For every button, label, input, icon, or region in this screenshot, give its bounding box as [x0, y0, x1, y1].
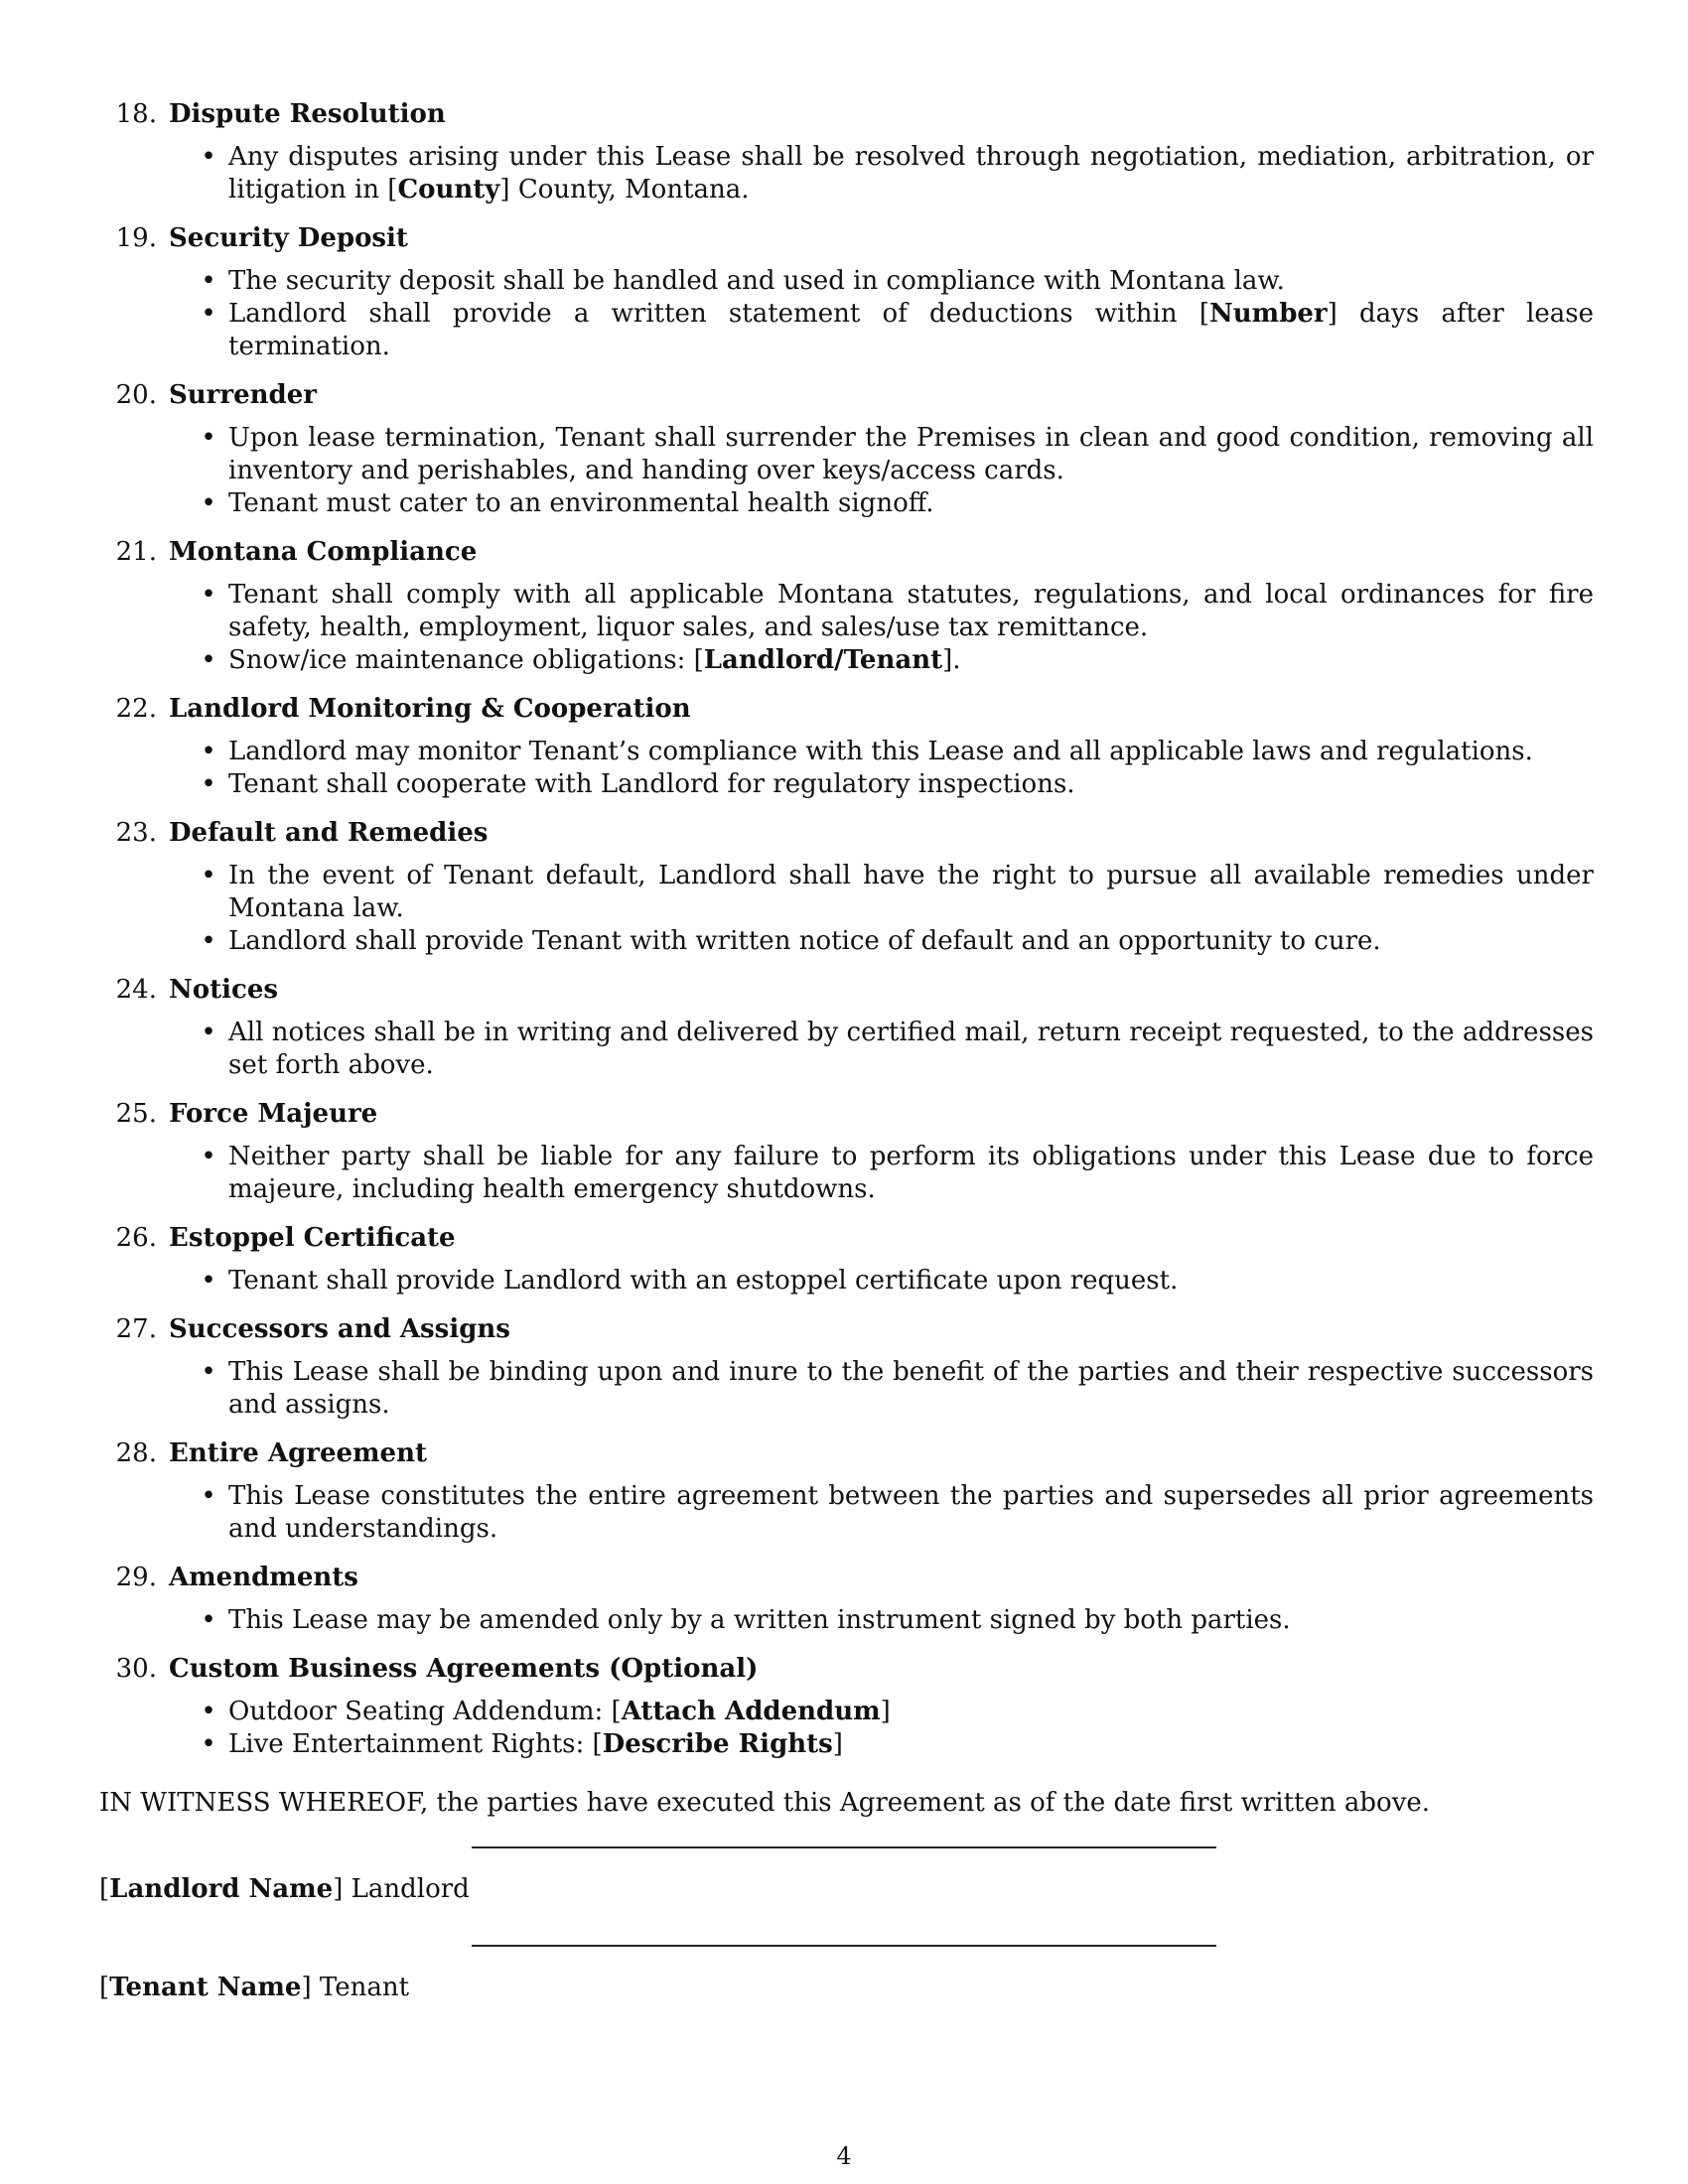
section-number: 25. [115, 1099, 157, 1129]
bullet-icon: • [201, 1729, 216, 1759]
tenant-bracket-open: [ [99, 1973, 110, 2002]
section-heading [99, 379, 1594, 412]
section-heading [99, 817, 1594, 850]
bullet-text: ]. [942, 645, 961, 675]
bullet-list [99, 860, 1594, 958]
tenant-name-placeholder: Tenant Name [109, 1973, 302, 2002]
tenant-signature-block [99, 1972, 409, 2004]
bullet-item [99, 644, 1594, 677]
bullet-icon: • [201, 266, 216, 296]
bullet-item [99, 1728, 1594, 1761]
bullet-text: ] [832, 1729, 843, 1759]
section-number: 29. [115, 1563, 157, 1592]
placeholder-field: Attach Addendum [621, 1697, 881, 1726]
bullet-text: Tenant must cater to an environmental health signoff. [228, 488, 934, 518]
bullet-icon: • [201, 737, 216, 766]
section-heading [99, 98, 1594, 131]
section-title: Force Majeure [169, 1099, 378, 1129]
landlord-bracket-close: ] [333, 1874, 344, 1904]
bullet-text: Tenant shall provide Landlord with an estoppel certificate upon request. [228, 1266, 1179, 1296]
section-heading [99, 693, 1594, 726]
bullet-list [99, 1696, 1594, 1761]
bullet-list [99, 1356, 1594, 1422]
section-18 [99, 98, 1594, 222]
lease-document-body [99, 98, 1594, 1820]
section-number: 22. [115, 694, 157, 724]
section-title: Security Deposit [169, 223, 408, 253]
section-21 [99, 536, 1594, 693]
section-number: 20. [115, 380, 157, 410]
bullet-icon: • [201, 1018, 216, 1047]
section-24 [99, 974, 1594, 1098]
bullet-icon: • [201, 580, 216, 610]
section-title: Dispute Resolution [169, 99, 446, 129]
section-number: 26. [115, 1223, 157, 1253]
section-heading [99, 1653, 1594, 1686]
bullet-text: Outdoor Seating Addendum: [ [228, 1697, 622, 1726]
landlord-name-placeholder: Landlord Name [109, 1874, 334, 1904]
bullet-item [99, 265, 1594, 298]
bullet-icon: • [201, 926, 216, 956]
tenant-signature-line [472, 1945, 1216, 1947]
bullet-text: Any disputes arising under this Lease shall be resolved through negotiation, mediation, arbitration, or litigation in [ [228, 142, 1594, 205]
bullet-text: This Lease shall be binding upon and inure to the benefit of the parties and their respective successors and assigns. [228, 1357, 1594, 1420]
bullet-text: Landlord may monitor Tenant’s compliance with this Lease and all applicable laws and regulations. [228, 737, 1533, 766]
section-number: 24. [115, 975, 157, 1005]
bullet-text: Tenant shall comply with all applicable Montana statutes, regulations, and local ordinances for fire safety, health, employment, liquor sales, and sales/use tax remittance. [228, 580, 1594, 642]
section-title: Montana Compliance [169, 537, 478, 567]
bullet-icon: • [201, 1605, 216, 1635]
bullet-item [99, 1265, 1594, 1297]
section-title: Estoppel Certificate [169, 1223, 456, 1253]
bullet-item [99, 860, 1594, 925]
section-title: Amendments [169, 1563, 358, 1592]
page-number: 4 [836, 2142, 852, 2170]
bullet-icon: • [201, 142, 216, 172]
section-25 [99, 1098, 1594, 1222]
section-number: 18. [115, 99, 157, 129]
section-heading [99, 1562, 1594, 1594]
bullet-icon: • [201, 1481, 216, 1511]
bullet-icon: • [201, 488, 216, 518]
bullet-icon: • [201, 1142, 216, 1171]
bullet-item [99, 422, 1594, 487]
bullet-text: Live Entertainment Rights: [ [228, 1729, 603, 1759]
bullet-item [99, 736, 1594, 768]
section-heading [99, 222, 1594, 255]
bullet-list [99, 736, 1594, 801]
landlord-role-label: Landlord [343, 1874, 470, 1904]
bullet-text: In the event of Tenant default, Landlord shall have the right to pursue all available remedies under Montana law. [228, 861, 1594, 923]
placeholder-field: Number [1209, 299, 1328, 329]
section-number: 28. [115, 1438, 157, 1468]
section-27 [99, 1313, 1594, 1437]
bullet-icon: • [201, 299, 216, 329]
bullet-text: The security deposit shall be handled and used in compliance with Montana law. [228, 266, 1285, 296]
bullet-list [99, 1480, 1594, 1546]
section-title: Landlord Monitoring & Cooperation [169, 694, 691, 724]
section-26 [99, 1222, 1594, 1313]
bullet-item [99, 925, 1594, 958]
bullet-item [99, 141, 1594, 206]
section-heading [99, 536, 1594, 569]
section-title: Notices [169, 975, 279, 1005]
witness-clause: IN WITNESS WHEREOF, the parties have executed this Agreement as of the date first written above. [99, 1788, 1431, 1818]
section-22 [99, 693, 1594, 817]
bullet-icon: • [201, 769, 216, 799]
bullet-item [99, 1604, 1594, 1637]
section-number: 30. [115, 1654, 157, 1684]
section-heading [99, 1437, 1594, 1470]
bullet-text: Upon lease termination, Tenant shall surrender the Premises in clean and good condition, removing all inventory and perishables, and handing over keys/access cards. [228, 423, 1594, 485]
bullet-text: Landlord shall provide Tenant with written notice of default and an opportunity to cure. [228, 926, 1381, 956]
bullet-item [99, 579, 1594, 644]
landlord-signature-line [472, 1846, 1216, 1848]
bullet-list [99, 1604, 1594, 1637]
tenant-bracket-close: ] [301, 1973, 312, 2002]
bullet-icon: • [201, 645, 216, 675]
bullet-text: All notices shall be in writing and delivered by certified mail, return receipt requested, to the addresses set forth above. [228, 1018, 1594, 1080]
bullet-text: This Lease may be amended only by a written instrument signed by both parties. [228, 1605, 1291, 1635]
placeholder-field: Landlord/Tenant [703, 645, 943, 675]
section-heading [99, 1098, 1594, 1131]
section-23 [99, 817, 1594, 974]
bullet-text: Tenant shall cooperate with Landlord for regulatory inspections. [228, 769, 1075, 799]
landlord-signature-block [99, 1873, 470, 1906]
section-28 [99, 1437, 1594, 1562]
bullet-item [99, 1141, 1594, 1206]
bullet-text: Landlord shall provide a written statement of deductions within [ [228, 299, 1210, 329]
bullet-text: ] days after lease termination. [228, 299, 1594, 361]
bullet-text: ] [880, 1697, 891, 1726]
section-title: Surrender [169, 380, 317, 410]
bullet-list [99, 1265, 1594, 1297]
section-title: Entire Agreement [169, 1438, 427, 1468]
bullet-icon: • [201, 1697, 216, 1726]
bullet-text: Snow/ice maintenance obligations: [ [228, 645, 704, 675]
section-20 [99, 379, 1594, 536]
section-title: Custom Business Agreements (Optional) [169, 1654, 759, 1684]
bullet-text: ] County, Montana. [499, 175, 750, 205]
bullet-icon: • [201, 1357, 216, 1387]
bullet-icon: • [201, 423, 216, 453]
bullet-list [99, 265, 1594, 363]
bullet-list [99, 422, 1594, 520]
section-heading [99, 1313, 1594, 1346]
bullet-list [99, 1141, 1594, 1206]
bullet-icon: • [201, 861, 216, 890]
section-title: Successors and Assigns [169, 1314, 510, 1344]
bullet-list [99, 579, 1594, 677]
tenant-role-label: Tenant [311, 1973, 410, 2002]
bullet-item [99, 768, 1594, 801]
section-29 [99, 1562, 1594, 1653]
placeholder-field: Describe Rights [602, 1729, 833, 1759]
section-19 [99, 222, 1594, 379]
placeholder-field: County [397, 175, 500, 205]
section-heading [99, 1222, 1594, 1255]
section-title: Default and Remedies [169, 818, 489, 848]
bullet-item [99, 1017, 1594, 1082]
bullet-item [99, 298, 1594, 363]
landlord-bracket-open: [ [99, 1874, 110, 1904]
bullet-icon: • [201, 1266, 216, 1296]
bullet-text: This Lease constitutes the entire agreement between the parties and supersedes all prior agreements and understandings. [228, 1481, 1594, 1544]
bullet-item [99, 487, 1594, 520]
bullet-list [99, 141, 1594, 206]
section-30 [99, 1653, 1594, 1777]
bullet-text: Neither party shall be liable for any failure to perform its obligations under this Lease due to force majeure, including health emergency shutdowns. [228, 1142, 1594, 1204]
section-number: 19. [115, 223, 157, 253]
bullet-item [99, 1356, 1594, 1422]
section-number: 27. [115, 1314, 157, 1344]
section-number: 23. [115, 818, 157, 848]
bullet-item [99, 1480, 1594, 1546]
bullet-item [99, 1696, 1594, 1728]
bullet-list [99, 1017, 1594, 1082]
section-heading [99, 974, 1594, 1007]
section-number: 21. [115, 537, 157, 567]
